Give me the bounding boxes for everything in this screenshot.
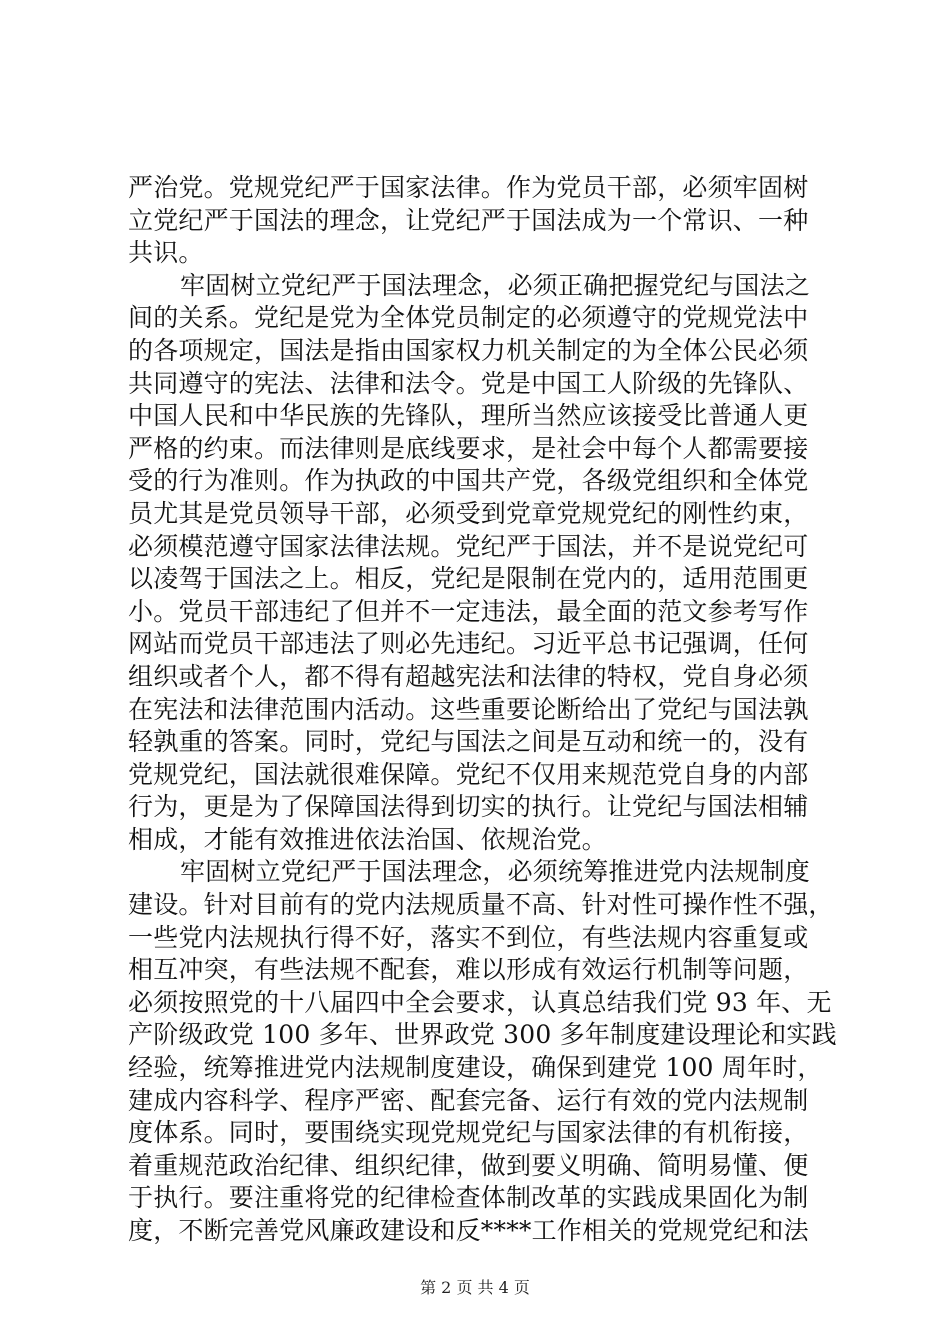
- document-body: [128, 172, 837, 1248]
- text-line: 于执行。要注重将党的纪律检查体制改革的实践成果固化为制: [128, 1183, 809, 1213]
- text-line: 一些党内法规执行得不好，落实不到位，有些法规内容重复或: [128, 922, 809, 952]
- text-line: 共识。: [128, 238, 204, 268]
- text-line: 以凌驾于国法之上。相反，党纪是限制在党内的，适用范围更: [128, 564, 809, 594]
- text-line: 党规党纪，国法就很难保障。党纪不仅用来规范党自身的内部: [128, 759, 809, 789]
- page-number-footer: 第 2 页 共 4 页: [420, 1278, 530, 1297]
- text-line: 轻孰重的答案。同时，党纪与国法之间是互动和统一的，没有: [128, 727, 809, 757]
- text-line: 度体系。同时，要围绕实现党规党纪与国家法律的有机衔接，: [128, 1118, 809, 1148]
- text-line: 受的行为准则。作为执政的中国共产党，各级党组织和全体党: [128, 466, 809, 496]
- text-line: 员尤其是党员领导干部，必须受到党章党规党纪的刚性约束，: [128, 498, 809, 528]
- text-line: 相互冲突，有些法规不配套，难以形成有效运行机制等问题，: [128, 955, 809, 985]
- text-line: 网站而党员干部违法了则必先违纪。习近平总书记强调，任何: [128, 629, 809, 659]
- text-line: 产阶级政党 100 多年、世界政党 300 多年制度建设理论和实践: [128, 1020, 837, 1050]
- text-line: 行为，更是为了保障国法得到切实的执行。让党纪与国法相辅: [128, 792, 809, 822]
- text-line: 在宪法和法律范围内活动。这些重要论断给出了党纪与国法孰: [128, 694, 809, 724]
- text-line: 中国人民和中华民族的先锋队，理所当然应该接受比普通人更: [128, 401, 809, 431]
- paragraph-first-line: 牢固树立党纪严于国法理念，必须正确把握党纪与国法之: [180, 270, 811, 300]
- text-line: 严治党。党规党纪严于国家法律。作为党员干部，必须牢固树: [128, 173, 809, 202]
- text-line: 建设。针对目前有的党内法规质量不高、针对性可操作性不强，: [128, 890, 834, 920]
- text-line: 建成内容科学、程序严密、配套完备、运行有效的党内法规制: [128, 1085, 809, 1115]
- text-line: 立党纪严于国法的理念，让党纪严于国法成为一个常识、一种: [128, 205, 809, 235]
- text-line: 小。党员干部违纪了但并不一定违法，最全面的范文参考写作: [128, 596, 809, 626]
- text-line: 着重规范政治纪律、组织纪律，做到要义明确、简明易懂、便: [128, 1150, 809, 1180]
- text-line: 间的关系。党纪是党为全体党员制定的必须遵守的党规党法中: [128, 303, 809, 333]
- text-line: 共同遵守的宪法、法律和法令。党是中国工人阶级的先锋队、: [128, 368, 809, 398]
- text-line: 必须按照党的十八届四中全会要求，认真总结我们党 93 年、无: [128, 987, 832, 1017]
- text-line: 的各项规定，国法是指由国家权力机关制定的为全体公民必须: [128, 335, 809, 365]
- text-line: 相成，才能有效推进依法治国、依规治党。: [128, 824, 607, 854]
- text-line: 严格的约束。而法律则是底线要求，是社会中每个人都需要接: [128, 433, 809, 463]
- text-line: 度，不断完善党风廉政建设和反****工作相关的党规党纪和法: [128, 1216, 809, 1245]
- text-line: 必须模范遵守国家法律法规。党纪严于国法，并不是说党纪可: [128, 531, 809, 561]
- text-line: 经验，统筹推进党内法规制度建设，确保到建党 100 周年时，: [128, 1053, 823, 1083]
- paragraph-first-line: 牢固树立党纪严于国法理念，必须统筹推进党内法规制度: [180, 857, 811, 887]
- text-line: 组织或者个人，都不得有超越宪法和法律的特权，党自身必须: [128, 661, 809, 691]
